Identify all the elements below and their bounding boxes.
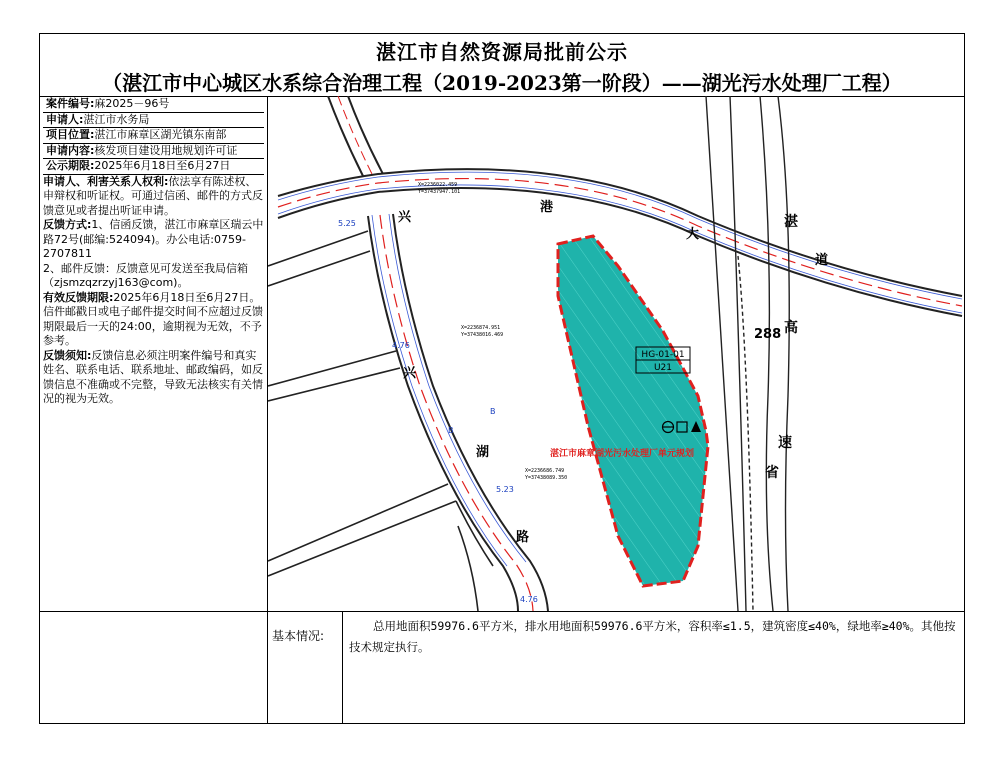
road-xinghu xyxy=(368,214,548,611)
bottom-left-cell xyxy=(40,611,268,723)
notice-label: 反馈须知: xyxy=(43,348,92,362)
notice: 反馈信息必须注明案件编号和真实姓名、联系电话、联系地址、邮政编码，如反馈信息不准确或不完整，导致无法核实有关情况的视为无效。 xyxy=(43,348,263,405)
highway-char-2: 高 xyxy=(784,320,798,336)
highway-number: 288 xyxy=(754,327,782,342)
deadline: 2025年6月18日至6月27日。信件邮戳日或电子邮件提交时间不应超过反馈期限最后一天的24:00，逾期视为无效，不予参考。 xyxy=(43,290,263,347)
deadline-row xyxy=(43,291,264,349)
applicant-label: 申请人: xyxy=(46,112,84,126)
feedback-2: 2、邮件反馈：反馈意见可发送至我局信箱（zjsmzqzrzyj163@com)。 xyxy=(43,261,248,289)
feedback-1: 1、信函反馈，湛江市麻章区瑞云中路72号(邮编:524094)。办公电话:0759-2707811 xyxy=(43,218,264,260)
dim-label-3: 5.23 xyxy=(496,485,514,494)
site-plan-map xyxy=(268,96,964,611)
coord-6: Y=37438089.350 xyxy=(525,475,568,481)
applicant-row xyxy=(43,113,264,129)
feedback-label: 反馈方式: xyxy=(43,218,92,231)
period-row xyxy=(43,159,264,175)
road-northwest xyxy=(328,96,383,176)
dim-label-4: 4.76 xyxy=(520,595,538,604)
notice-frame xyxy=(39,33,965,724)
dim-label-2: 4.76 xyxy=(392,341,410,350)
page-title: 湛江市自然资源局批前公示 xyxy=(376,40,628,64)
coord-3: X=2236874.951 xyxy=(461,325,501,331)
highway-char-1: 湛 xyxy=(784,214,798,230)
road2-char-1: 兴 xyxy=(403,366,417,381)
basic-info-text: 总用地面积59976.6平方米，排水用地面积59976.6平方米，容积率≤1.5，建筑密度≤40%，绿地率≥40%。其他按技术规定执行。 xyxy=(343,611,964,723)
highway-zhangao xyxy=(706,96,789,611)
road1-char-2: 港 xyxy=(540,200,554,215)
location: 湛江市麻章区湖光镇东南部 xyxy=(94,128,227,141)
parcel-label: 湛江市麻章湖光污水处理厂单元规划 xyxy=(549,449,695,459)
content-label: 申请内容: xyxy=(46,143,95,157)
highway-char-3: 速 xyxy=(778,435,792,451)
location-row xyxy=(43,128,264,144)
site-plan-svg xyxy=(268,96,964,611)
coord-4: Y=37438016.469 xyxy=(461,332,504,338)
coord-5: X=2236686.749 xyxy=(525,468,565,474)
highway-char-4: 省 xyxy=(765,465,779,481)
road1-char-3: 大 xyxy=(686,227,700,242)
site-parcel xyxy=(558,236,708,586)
parcel-use: U21 xyxy=(653,363,673,373)
info-panel xyxy=(40,96,268,611)
rights-row xyxy=(43,175,264,219)
page-subtitle: （湛江市中心城区水系综合治理工程（2019-2023第一阶段）——湖光污水处理厂工程） xyxy=(102,71,902,95)
content-row xyxy=(43,144,264,160)
road2-char-2: 湖 xyxy=(476,445,490,460)
title-block xyxy=(40,34,964,97)
coord-1: X=2236022.459 xyxy=(418,182,458,188)
basic-info-label: 基本情况: xyxy=(268,611,343,723)
notice-row xyxy=(43,349,264,407)
marker-b-1: B xyxy=(490,407,496,416)
rights: 依法享有陈述权、申辩权和听证权。可通过信函、邮件的方式反馈意见或者提出听证申请。 xyxy=(43,174,263,217)
case-number-row xyxy=(43,97,264,113)
rights-label: 申请人、利害关系人权利: xyxy=(43,174,169,188)
dim-label-1: 5.25 xyxy=(338,219,356,228)
deadline-label: 有效反馈期限: xyxy=(43,290,114,304)
period-label: 公示期限: xyxy=(46,159,95,172)
parcel-code: HG-01-01 xyxy=(641,350,685,360)
case-number-label: 案件编号: xyxy=(46,97,95,110)
road1-char-1: 兴 xyxy=(398,210,412,225)
applicant: 湛江市水务局 xyxy=(83,112,150,126)
location-label: 项目位置: xyxy=(46,128,95,141)
case-number: 麻2025－96号 xyxy=(94,97,170,110)
coord-2: Y=37437947.101 xyxy=(418,189,461,195)
feedback-row xyxy=(43,218,264,262)
road1-char-4: 道 xyxy=(815,253,829,268)
period: 2025年6月18日至6月27日 xyxy=(94,159,231,172)
marker-b-2: B xyxy=(448,426,454,435)
road2-char-3: 路 xyxy=(516,530,530,545)
content: 核发项目建设用地规划许可证 xyxy=(94,143,238,157)
